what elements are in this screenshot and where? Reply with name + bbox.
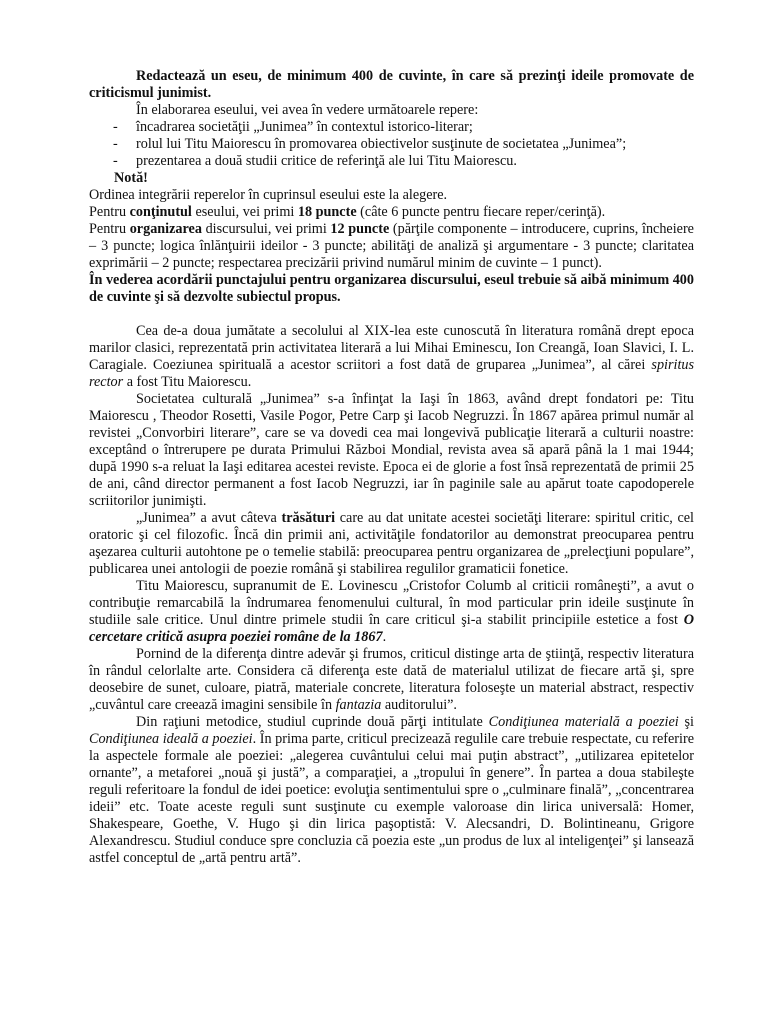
essay-italic: Condiţiunea ideală a poeziei xyxy=(89,731,253,747)
organization-score-mid: discursului, vei primi xyxy=(201,221,331,237)
essay-text: Cea de-a doua jumătate a secolului al XIX-lea este cunoscută în literatura română drept epoca marilor clasici, reprezentată prin activitatea literară a lui Mihai Eminescu, Ion Creangă, Ioan Slavici, I. L. Caragiale. Coeziunea spirituală a acestor scriitori a fost dată de gruparea „Junimea”, al cărei xyxy=(89,323,694,373)
bullet-dash: - xyxy=(113,136,118,152)
note-label: Notă! xyxy=(114,170,148,186)
final-note: În vederea acordării punctajului pentru organizarea discursului, eseul trebuie să aibă minimum 400 de cuvinte şi să dezvolte subiectul propus. xyxy=(89,272,694,305)
content-score-post: (câte 6 puncte pentru fiecare reper/cerinţă). xyxy=(356,204,606,220)
content-score-points: 18 puncte xyxy=(297,204,357,220)
requirement-text: prezentarea a două studii critice de referinţă ale lui Titu Maiorescu. xyxy=(136,153,517,169)
essay-italic: spiritus rector xyxy=(89,357,694,390)
requirement-item xyxy=(89,119,694,136)
content-score xyxy=(89,204,694,221)
essay-paragraph-3 xyxy=(89,510,694,578)
paragraph-gap xyxy=(89,306,694,323)
essay-paragraph-1 xyxy=(89,323,694,391)
essay-italic: fantazia xyxy=(335,697,382,713)
requirement-text: încadrarea societăţii „Junimea” în contextul istorico-literar; xyxy=(136,119,473,135)
requirement-item xyxy=(89,136,694,153)
essay-text: auditorului”. xyxy=(381,697,457,713)
study-title: O cercetare critică asupra poeziei române de la 1867 xyxy=(89,612,694,645)
essay-text: şi xyxy=(678,714,694,730)
requirement-item xyxy=(89,153,694,170)
organization-score xyxy=(89,221,694,272)
essay-text: a fost Titu Maiorescu. xyxy=(123,374,252,390)
essay-text: „Junimea” a avut câteva xyxy=(136,510,282,526)
essay-text: care au dat unitate acestei societăţi literare: spiritul critic, cel oratoric şi cel filozofic. Încă din primii ani, activităţile fondatorilor au demonstrat preocuparea pentru aşezarea culturii autohtone pe o temelie stabilă: preocuparea pentru organizarea de „prelecţiuni populare”, publicarea unei antologii de poezie română şi stabilirea regulilor gramaticii fonetice. xyxy=(89,510,694,577)
note-order: Ordinea integrării reperelor în cuprinsul eseului este la alegere. xyxy=(89,187,448,203)
essay-text: . În prima parte, criticul precizează regulile care trebuie respectate, cu referire la aspectele formale ale poeziei: „alegerea cuvântului celui mai puţin abstract”, „utilizarea epitetelor ornante”, a metaforei „nouă şi justă”, a comparaţiei, a „tropului în genere”. În partea a doua stabileşte reguli referitoare la fondul de idei poetice: evoluţia sentimentului spre o „culminare finală”, „concentrarea ideii” etc. Toate aceste reguli sunt susţinute cu exemple valoroase din lirica universală: Homer, Shakespeare, Goethe, V. Hugo şi din lirica paşoptistă: V. Alecsandri, D. Bolintineanu, Grigore Alexandrescu. Studiul conduce spre concluzia că poezia este „un produs de lux al inteligenţei” şi lansează astfel conceptul de „artă pentru artă”. xyxy=(89,731,694,866)
organization-score-points: 12 puncte xyxy=(330,221,390,237)
essay-text: . xyxy=(382,629,387,645)
essay-text: Din raţiuni metodice, studiul cuprinde două părţi intitulate xyxy=(136,714,489,730)
content-score-mid: eseului, vei primi xyxy=(191,204,298,220)
organization-score-keyword: organizarea xyxy=(129,221,202,237)
task-title: Redactează un eseu, de minimum 400 de cuvinte, în care să prezinţi ideile promovate de criticismul junimist. xyxy=(89,68,694,101)
bullet-dash: - xyxy=(113,119,118,135)
task-intro: În elaborarea eseului, vei avea în vedere următoarele repere: xyxy=(136,102,479,118)
essay-text: Titu Maiorescu, supranumit de E. Lovinescu „Cristofor Columb al criticii româneşti”, a avut o contribuţie remarcabilă la îndrumarea fenomenului cultural, în mod particular prin ideile susţinute în studiile sale critice. Unul dintre primele studii în care criticul şi-a stabilit principiile estetice a fost xyxy=(89,578,694,628)
organization-score-pre: Pentru xyxy=(89,221,130,237)
essay-text: Pornind de la diferenţa dintre adevăr şi frumos, criticul distinge arta de ştiinţă, respectiv literatura în rândul celorlalte arte. Considera că diferenţa este dată de materialul utilizat de fiecare artă şi, spre deosebire de sunet, culoare, piatră, materiale concrete, literatura foloseşte un material abstract, respectiv „cuvântul care creează imagini sensibile în xyxy=(89,646,694,713)
essay-bold: trăsături xyxy=(281,510,336,526)
essay-paragraph-5 xyxy=(89,646,694,714)
essay-paragraph-2: Societatea culturală „Junimea” s-a înfinţat la Iaşi în 1863, având drept fondatori pe: Titu Maiorescu , Theodor Rosetti, Vasile Pogor, Petre Carp şi Iacob Negruzzi. În 1867 apărea primul număr al revistei „Convorbiri literare”, care se va dovedi cea mai longevivă publicaţie literară a culturii noastre: exceptând o întrerupere pe durata Primului Război Mondial, revista avea să apară până la 1 mai 1944; după 1990 s-a reluat la Iaşi editarea acestei reviste. Epoca ei de glorie a fost însă reprezentată de primii 25 de ani, când director permanent a fost Iacob Negruzzi, iar în paginile sale au apărut toate capodoperele scriitorilor junimişti. xyxy=(89,391,694,509)
content-score-keyword: conţinutul xyxy=(129,204,192,220)
essay-italic: Condiţiunea materială a poeziei xyxy=(488,714,679,730)
organization-score-post: (părţile componente – introducere, cuprins, încheiere – 3 puncte; logica înlănţuirii ideilor - 3 puncte; abilităţi de analiză şi argumentare - 3 puncte; claritatea exprimării – 2 puncte; respectarea precizării privind numărul minim de cuvinte – 1 punct). xyxy=(89,221,694,271)
essay-paragraph-4 xyxy=(89,578,694,646)
bullet-dash: - xyxy=(113,153,118,169)
requirements-list xyxy=(89,119,694,170)
document-page xyxy=(89,68,694,867)
requirement-text: rolul lui Titu Maiorescu în promovarea obiectivelor susţinute de societatea „Junimea”; xyxy=(136,136,627,152)
content-score-pre: Pentru xyxy=(89,204,130,220)
essay-paragraph-6 xyxy=(89,714,694,867)
